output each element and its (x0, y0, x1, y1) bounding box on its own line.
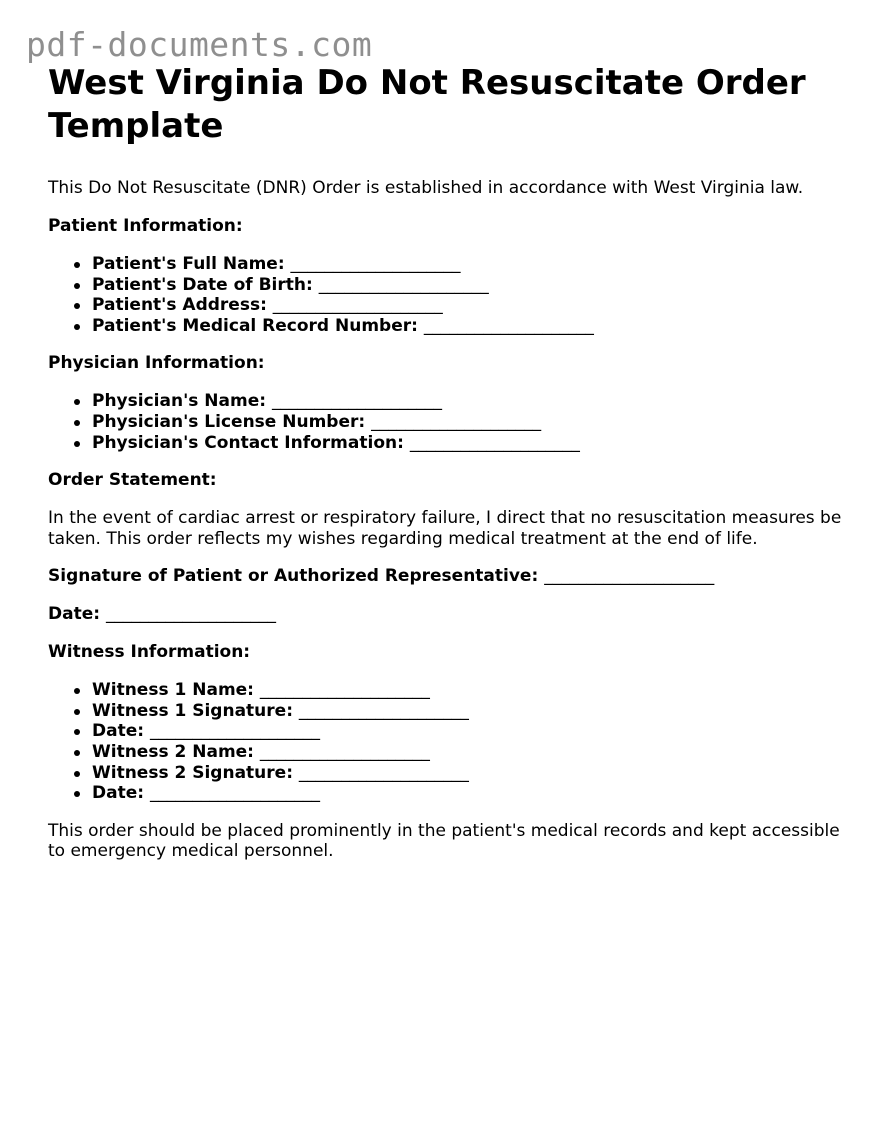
witness-2-date-field[interactable]: Date: ____________________ (92, 783, 848, 804)
signature-field[interactable]: Signature of Patient or Authorized Representative: ____________________ (48, 566, 715, 587)
physician-license-field[interactable]: Physician's License Number: ____________________ (92, 412, 848, 433)
witness-1-name-field[interactable]: Witness 1 Name: ____________________ (92, 680, 848, 701)
physician-contact-field[interactable]: Physician's Contact Information: ____________________ (92, 433, 848, 454)
patient-info-heading: Patient Information: (48, 216, 243, 236)
date-field[interactable]: Date: ____________________ (48, 604, 276, 625)
physician-name-field[interactable]: Physician's Name: ____________________ (92, 391, 848, 412)
witness-1-signature-field[interactable]: Witness 1 Signature: ____________________ (92, 701, 848, 722)
patient-dob-field[interactable]: Patient's Date of Birth: ____________________ (92, 275, 848, 296)
witness-info-list (48, 680, 848, 804)
watermark: pdf-documents.com (26, 25, 373, 64)
patient-full-name-field[interactable]: Patient's Full Name: ____________________ (92, 254, 848, 275)
witness-2-signature-field[interactable]: Witness 2 Signature: ____________________ (92, 763, 848, 784)
witness-info-heading: Witness Information: (48, 642, 251, 663)
intro-text: This Do Not Resuscitate (DNR) Order is established in accordance with West Virginia law. (48, 178, 804, 198)
patient-mrn-field[interactable]: Patient's Medical Record Number: ____________________ (92, 316, 848, 337)
witness-1-date-field[interactable]: Date: ____________________ (92, 721, 848, 742)
document-page (48, 62, 848, 862)
order-statement-text: In the event of cardiac arrest or respiratory failure, I direct that no resuscitation measures be taken. This order reflects my wishes regarding medical treatment at the end of life. (48, 508, 842, 549)
witness-2-name-field[interactable]: Witness 2 Name: ____________________ (92, 742, 848, 763)
physician-info-heading: Physician Information: (48, 353, 265, 374)
patient-address-field[interactable]: Patient's Address: ____________________ (92, 295, 848, 316)
physician-info-list (48, 391, 848, 453)
page-title: West Virginia Do Not Resuscitate Order Template (48, 63, 806, 146)
patient-info-list (48, 254, 848, 336)
closing-text: This order should be placed prominently in the patient's medical records and kept accessible to emergency medical personnel. (48, 820, 840, 862)
order-statement-heading: Order Statement: (48, 470, 217, 491)
